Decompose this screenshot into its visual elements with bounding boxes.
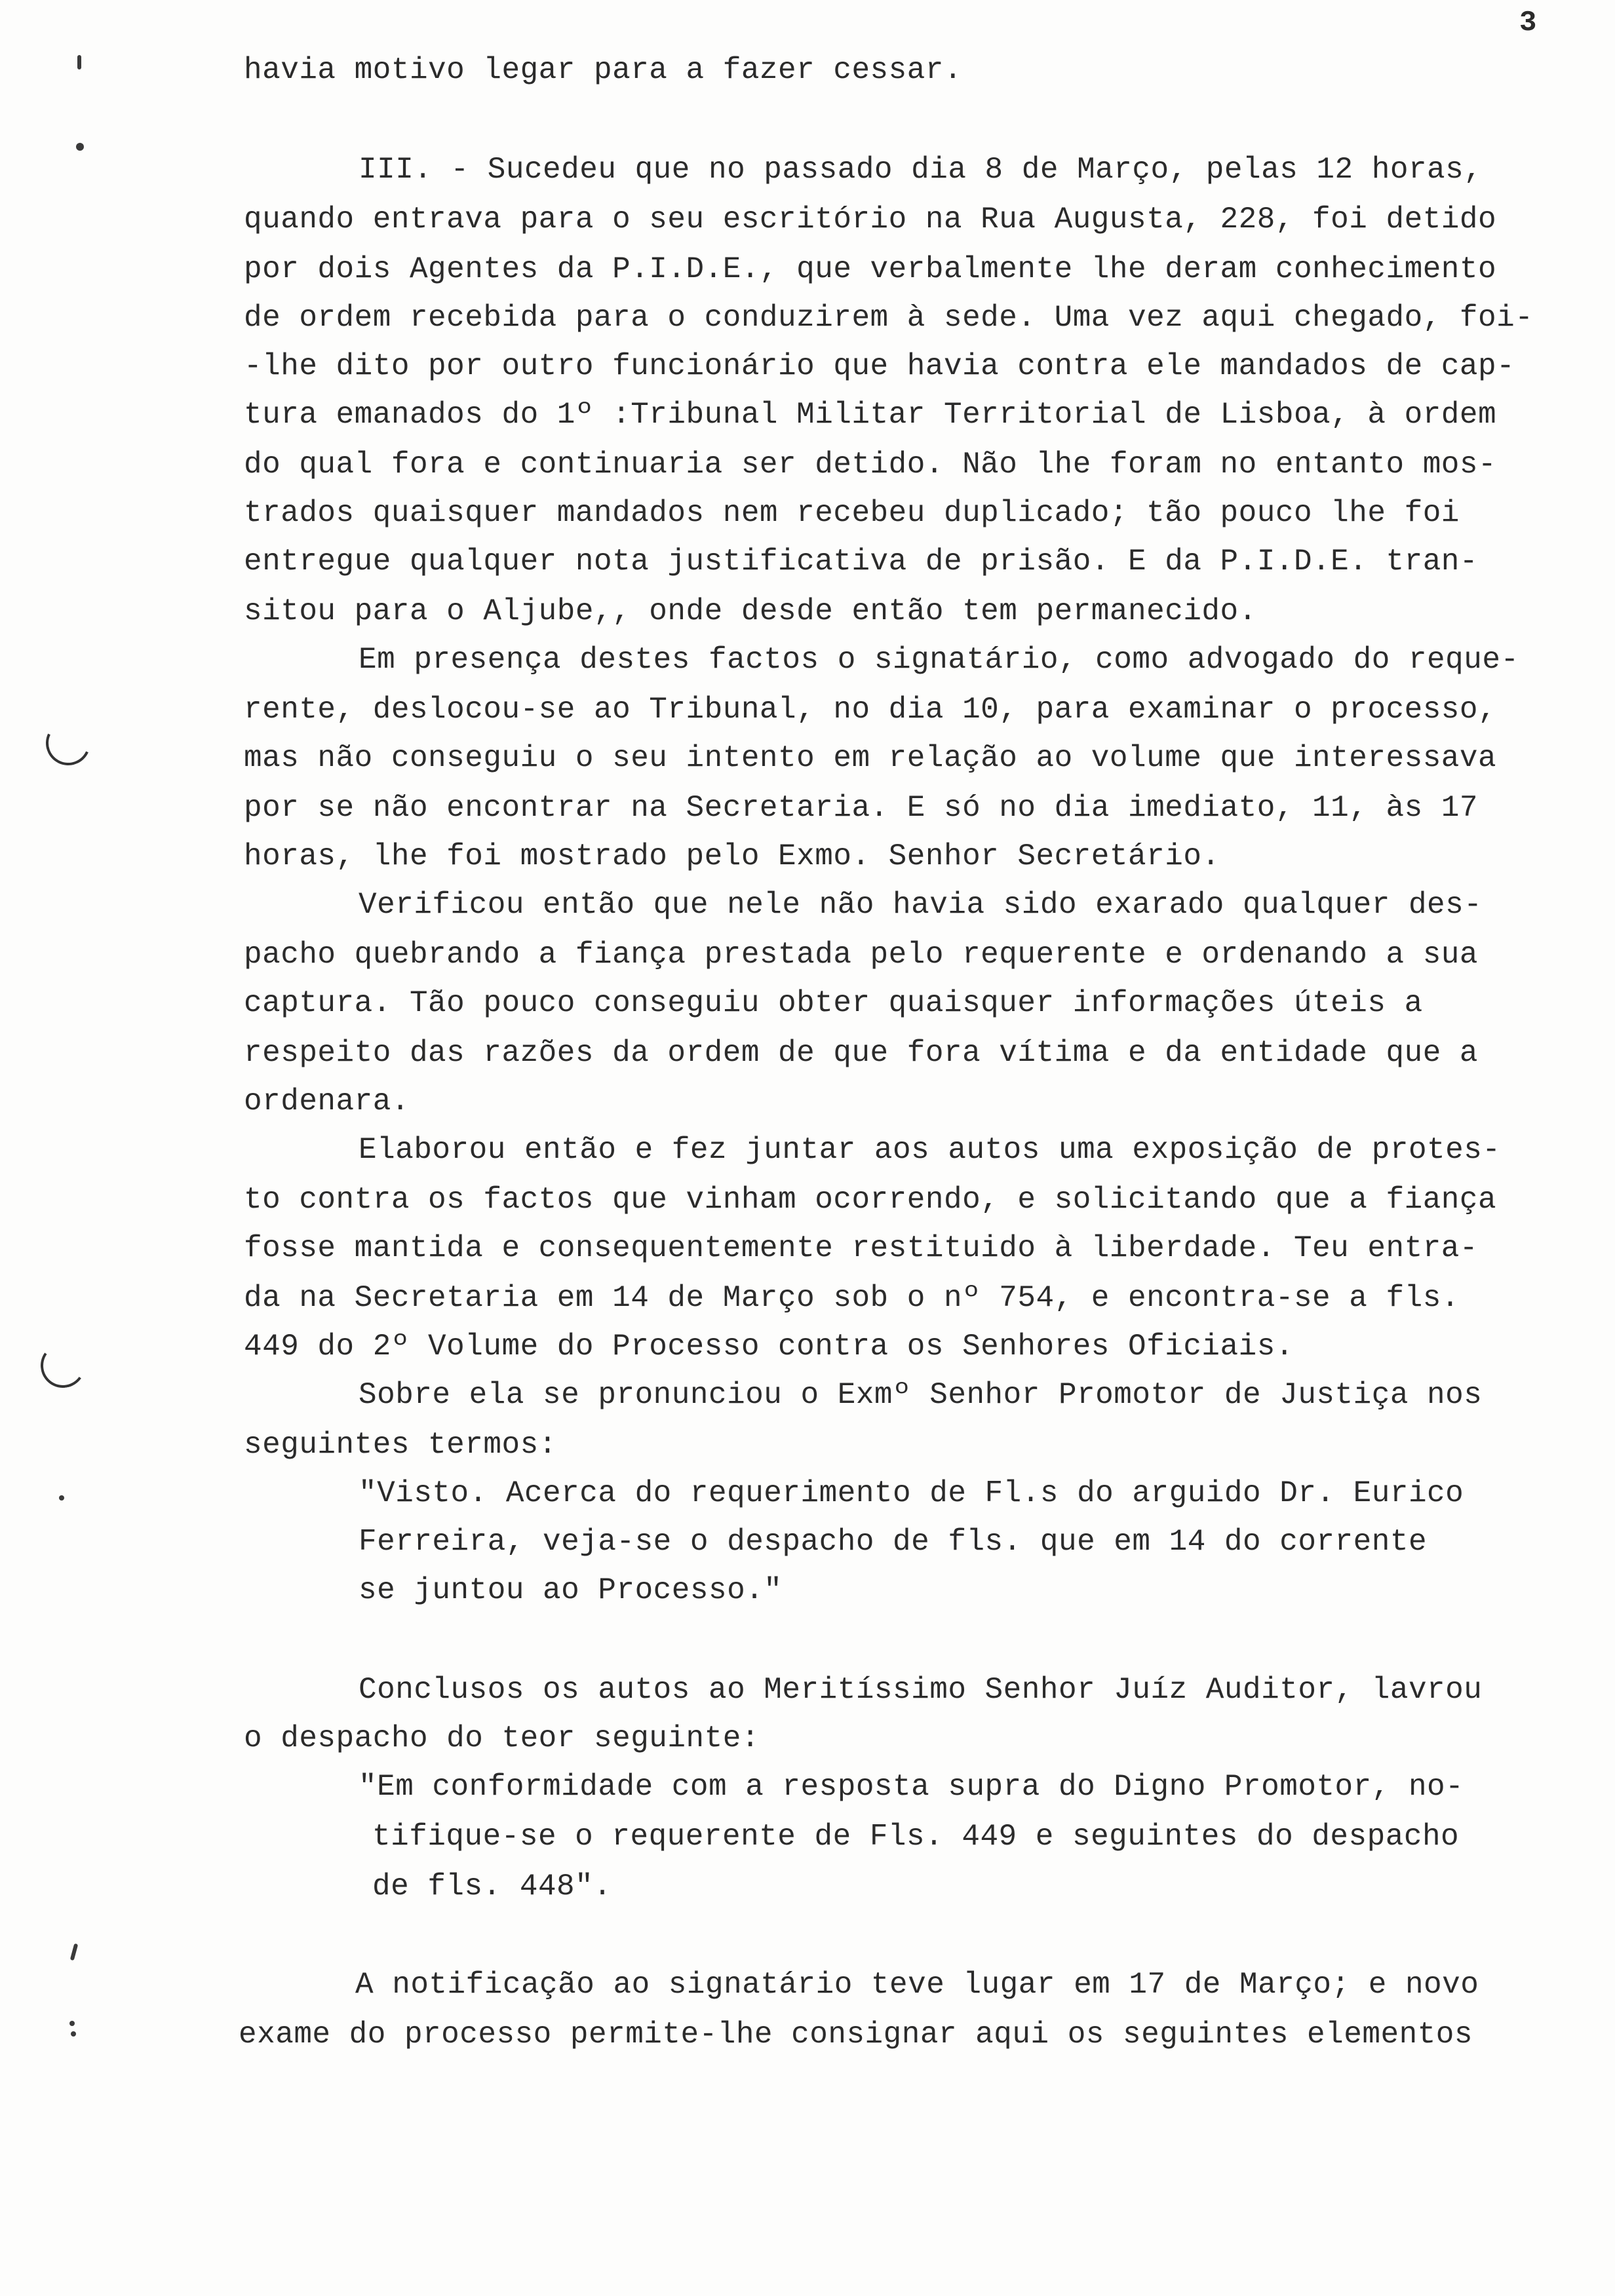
text-line: o despacho do teor seguinte: bbox=[244, 1721, 760, 1755]
text-line: pacho quebrando a fiança prestada pelo requerente e ordenando a sua bbox=[244, 938, 1479, 972]
margin-mark bbox=[70, 1943, 79, 1961]
text-line: 449 do 2º Volume do Processo contra os Senhores Oficiais. bbox=[244, 1330, 1294, 1364]
text-line: "Em conformidade com a resposta supra do Digno Promotor, no- bbox=[359, 1770, 1464, 1804]
margin-arc bbox=[39, 714, 96, 771]
text-line: exame do processo permite-lhe consignar aqui os seguintes elementos bbox=[239, 2018, 1473, 2052]
text-line: respeito das razões da ordem de que fora vítima e da entidade que a bbox=[244, 1036, 1479, 1070]
text-line: -lhe dito por outro funcionário que havia contra ele mandados de cap- bbox=[244, 349, 1515, 383]
text-line: por se não encontrar na Secretaria. E só no dia imediato, 11, às 17 bbox=[244, 791, 1479, 825]
text-line: captura. Tão pouco conseguiu obter quaisquer informações úteis a bbox=[244, 986, 1423, 1020]
text-line: "Visto. Acerca do requerimento de Fl.s do arguido Dr. Eurico bbox=[359, 1476, 1464, 1510]
text-line: ordenara. bbox=[244, 1084, 410, 1119]
text-line: sitou para o Aljube,, onde desde então tem permanecido. bbox=[244, 594, 1257, 628]
text-line: do qual fora e continuaria ser detido. Não lhe foram no entanto mos- bbox=[244, 448, 1497, 482]
margin-dot bbox=[69, 2021, 75, 2026]
text-line: havia motivo legar para a fazer cessar. bbox=[244, 53, 963, 87]
text-line: entregue qualquer nota justificativa de prisão. E da P.I.D.E. tran- bbox=[244, 545, 1479, 579]
text-line: trados quaisquer mandados nem recebeu duplicado; tão pouco lhe foi bbox=[244, 496, 1460, 530]
margin-mark bbox=[77, 55, 81, 69]
text-line: seguintes termos: bbox=[244, 1428, 557, 1462]
text-line: mas não conseguiu o seu intento em relação ao volume que interessava bbox=[244, 741, 1497, 775]
text-line: fosse mantida e consequentemente restituido à liberdade. Teu entra- bbox=[244, 1231, 1479, 1265]
text-line: horas, lhe foi mostrado pelo Exmo. Senhor Secretário. bbox=[244, 839, 1220, 873]
page-number: 3 bbox=[1519, 7, 1537, 39]
text-line: Verificou então que nele não havia sido exarado qualquer des- bbox=[359, 888, 1483, 922]
text-line: to contra os factos que vinham ocorrendo, e solicitando que a fiança bbox=[244, 1183, 1497, 1217]
text-line: Sobre ela se pronunciou o Exmº Senhor Promotor de Justiça nos bbox=[359, 1378, 1483, 1412]
text-line: por dois Agentes da P.I.D.E., que verbalmente lhe deram conhecimento bbox=[244, 252, 1497, 286]
margin-dot bbox=[76, 143, 84, 151]
text-line: Em presença destes factos o signatário, como advogado do reque- bbox=[359, 643, 1519, 677]
text-line: Conclusos os autos ao Meritíssimo Senhor Juíz Auditor, lavrou bbox=[359, 1673, 1483, 1707]
text-line: III. - Sucedeu que no passado dia 8 de Março, pelas 12 horas, bbox=[359, 153, 1483, 187]
text-line: tura emanados do 1º :Tribunal Militar Territorial de Lisboa, à ordem bbox=[244, 398, 1497, 432]
text-line: Ferreira, veja-se o despacho de fls. que em 14 do corrente bbox=[359, 1525, 1428, 1559]
margin-arc bbox=[37, 1340, 89, 1392]
text-line: se juntou ao Processo." bbox=[359, 1573, 783, 1607]
text-line: rente, deslocou-se ao Tribunal, no dia 10, para examinar o processo, bbox=[244, 693, 1497, 727]
margin-dot bbox=[59, 1495, 64, 1501]
text-line: de fls. 448". bbox=[372, 1869, 612, 1904]
margin-dot bbox=[71, 2031, 76, 2037]
text-line: A notificação ao signatário teve lugar em 17 de Março; e novo bbox=[355, 1968, 1479, 2002]
text-line: tifique-se o requerente de Fls. 449 e seguintes do despacho bbox=[372, 1820, 1460, 1854]
text-line: Elaborou então e fez juntar aos autos uma exposição de protes- bbox=[359, 1133, 1501, 1167]
text-line: da na Secretaria em 14 de Março sob o nº 754, e encontra-se a fls. bbox=[244, 1281, 1460, 1315]
text-line: de ordem recebida para o conduzirem à sede. Uma vez aqui chegado, foi- bbox=[244, 301, 1534, 335]
text-line: quando entrava para o seu escritório na Rua Augusta, 228, foi detido bbox=[244, 202, 1497, 237]
